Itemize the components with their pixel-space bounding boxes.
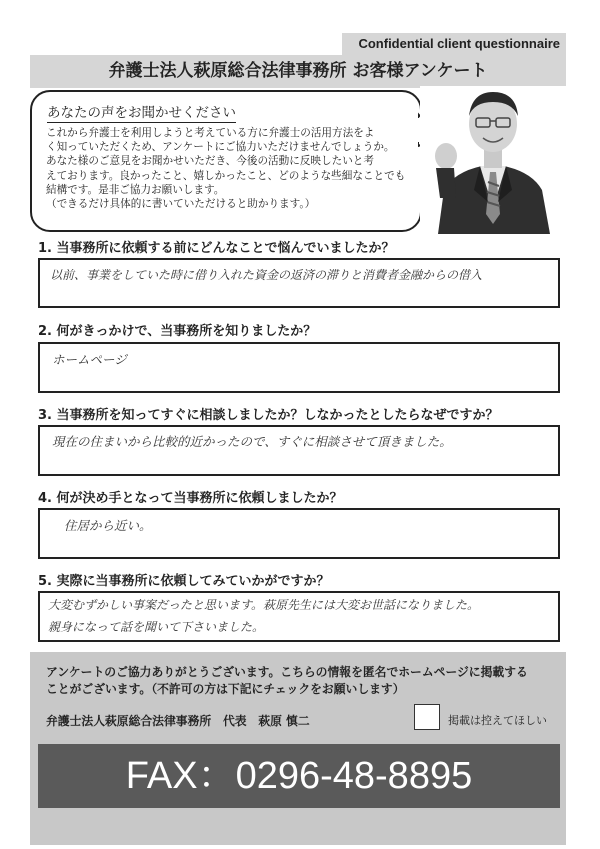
question-4-answer-box bbox=[38, 508, 560, 559]
intro-text bbox=[46, 126, 412, 211]
intro-line: あなた様のご意見をお聞かせいただき、今後の活動に反映したいと考 bbox=[46, 155, 374, 168]
intro-line: く知っていただくため、アンケートにご協力いただけませんでしょうか。 bbox=[46, 141, 395, 154]
question-3-title: 3. 当事務所を知ってすぐに相談しましたか？しなかったとしたらなぜですか？ bbox=[38, 408, 499, 423]
question-5-answer-line-1: 大変むずかしい事案だったと思います。萩原先生には大変お世話になりました。 bbox=[48, 598, 480, 612]
question-5-answer-box bbox=[38, 591, 560, 642]
question-1-answer-box bbox=[38, 258, 560, 308]
footer-note-line: アンケートのご協力ありがとうございます。こちらの情報を匿名でホームページに掲載する bbox=[46, 665, 528, 679]
question-2-title: 2. 何がきっかけで、当事務所を知りましたか？ bbox=[38, 324, 317, 339]
question-3-answer: 現在の住まいから比較的近かったので、すぐに相談させて頂きました。 bbox=[52, 434, 452, 449]
question-2-answer: ホームページ bbox=[52, 352, 127, 367]
question-5-answer-line-2: 親身になって話を聞いて下さいました。 bbox=[48, 620, 265, 634]
intro-heading: あなたの声をお聞かせください bbox=[47, 101, 236, 123]
footer-note-line: ことがございます。（不許可の方は下記にチェックをお願いします） bbox=[46, 682, 405, 696]
question-3-answer-box bbox=[38, 425, 560, 476]
intro-line: （できるだけ具体的に書いていただけると助かります。） bbox=[46, 198, 316, 211]
lawyer-photo bbox=[420, 86, 566, 234]
confidential-label: Confidential client questionnaire bbox=[342, 33, 566, 55]
intro-line: これから弁護士を利用しようと考えている方に弁護士の活用方法をよ bbox=[46, 127, 375, 139]
question-1-answer: 以前、事業をしていた時に借り入れた資金の返済の滞りと消費者金融からの借入 bbox=[50, 268, 483, 282]
fax-number: FAX：0296-48-8895 bbox=[38, 744, 560, 808]
footer-note bbox=[46, 664, 566, 698]
intro-line: 結構です。是非ご協力お願いします。 bbox=[46, 183, 225, 196]
question-4-answer: 住居から近い。 bbox=[64, 518, 152, 533]
intro-line: えております。良かったこと、嬉しかったこと、どのような些細なことでも bbox=[46, 169, 406, 182]
firm-representative: 弁護士法人萩原総合法律事務所 代表 萩原 慎二 bbox=[46, 714, 310, 728]
question-2-answer-box bbox=[38, 342, 560, 393]
question-1-title: 1. 当事務所に依頼する前にどんなことで悩んでいましたか？ bbox=[38, 241, 395, 256]
question-5-title: 5. 実際に当事務所に依頼してみていかがですか？ bbox=[38, 574, 330, 589]
decline-publication-label: 掲載は控えてほしい bbox=[448, 714, 547, 727]
question-4-title: 4. 何が決め手となって当事務所に依頼しましたか？ bbox=[38, 491, 343, 506]
page-title: 弁護士法人萩原総合法律事務所 お客様アンケート bbox=[30, 55, 566, 88]
decline-publication-checkbox[interactable] bbox=[414, 704, 440, 730]
